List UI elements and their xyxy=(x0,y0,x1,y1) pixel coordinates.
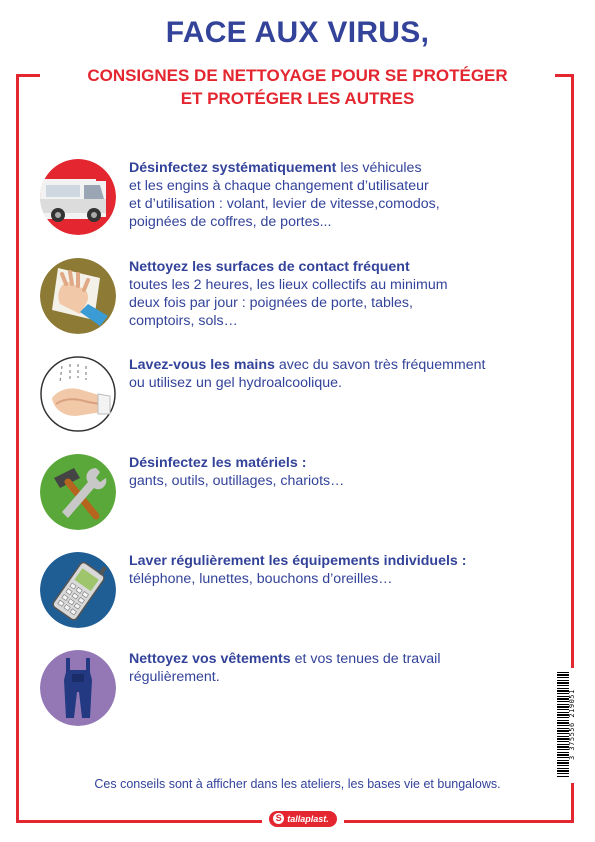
instruction-line: deux fois par jour : poignées de porte, tables, xyxy=(129,295,413,311)
instruction-title: Nettoyez les surfaces de contact fréquent xyxy=(129,259,410,275)
barcode-number: 3 375556 219051 xyxy=(568,689,576,761)
instruction-title: Désinfectez systématiquement xyxy=(129,160,337,176)
instruction-line: gants, outils, outillages, chariots… xyxy=(129,473,345,489)
instruction-title: Laver régulièrement les équipements individuels : xyxy=(129,553,467,569)
instruction-line: comptoirs, sols… xyxy=(129,313,238,329)
hand-wiping-icon xyxy=(40,258,116,334)
instruction-line: toutes les 2 heures, les lieux collectifs au minimum xyxy=(129,277,448,293)
subtitle-line-1: CONSIGNES DE NETTOYAGE POUR SE PROTÉGER xyxy=(87,66,508,85)
hand-washing-icon xyxy=(40,356,116,432)
instruction-text xyxy=(129,159,549,231)
instruction-title: Nettoyez vos vêtements xyxy=(129,651,291,667)
instruction-line: et d’utilisation : volant, levier de vitesse,comodos, xyxy=(129,196,440,212)
instruction-text xyxy=(129,356,549,392)
brand-logo xyxy=(262,808,344,830)
van-icon xyxy=(40,159,116,235)
phone-icon xyxy=(40,552,116,628)
instruction-line: les véhicules xyxy=(336,160,422,176)
brand-badge xyxy=(269,811,337,827)
instruction-line: avec du savon très fréquemment xyxy=(274,357,486,373)
instruction-title: Désinfectez les matériels : xyxy=(129,455,307,471)
instruction-line: ou utilisez un gel hydroalcoolique. xyxy=(129,375,342,391)
instruction-line: poignées de coffres, de portes... xyxy=(129,214,332,230)
logo-mark-icon: S xyxy=(273,813,284,824)
instruction-line: régulièrement. xyxy=(129,669,220,685)
instruction-text xyxy=(129,258,549,330)
instruction-text xyxy=(129,552,549,588)
overalls-icon xyxy=(40,650,116,726)
barcode xyxy=(555,668,577,783)
tools-icon xyxy=(40,454,116,530)
page-title: FACE AUX VIRUS, xyxy=(165,16,430,49)
instruction-line: et vos tenues de travail xyxy=(290,651,441,667)
instruction-line: téléphone, lunettes, bouchons d’oreilles… xyxy=(129,571,393,587)
instruction-text xyxy=(129,454,549,490)
subtitle-line-2: ET PROTÉGER LES AUTRES xyxy=(180,89,415,108)
subtitle xyxy=(40,64,555,110)
instruction-line: et les engins à chaque changement d’utilisateur xyxy=(129,178,429,194)
brand-name: tallaplast. xyxy=(287,814,329,824)
footer-note: Ces conseils sont à afficher dans les ateliers, les bases vie et bungalows. xyxy=(94,777,501,791)
instruction-text xyxy=(129,650,549,686)
instruction-title: Lavez-vous les mains xyxy=(129,357,275,373)
